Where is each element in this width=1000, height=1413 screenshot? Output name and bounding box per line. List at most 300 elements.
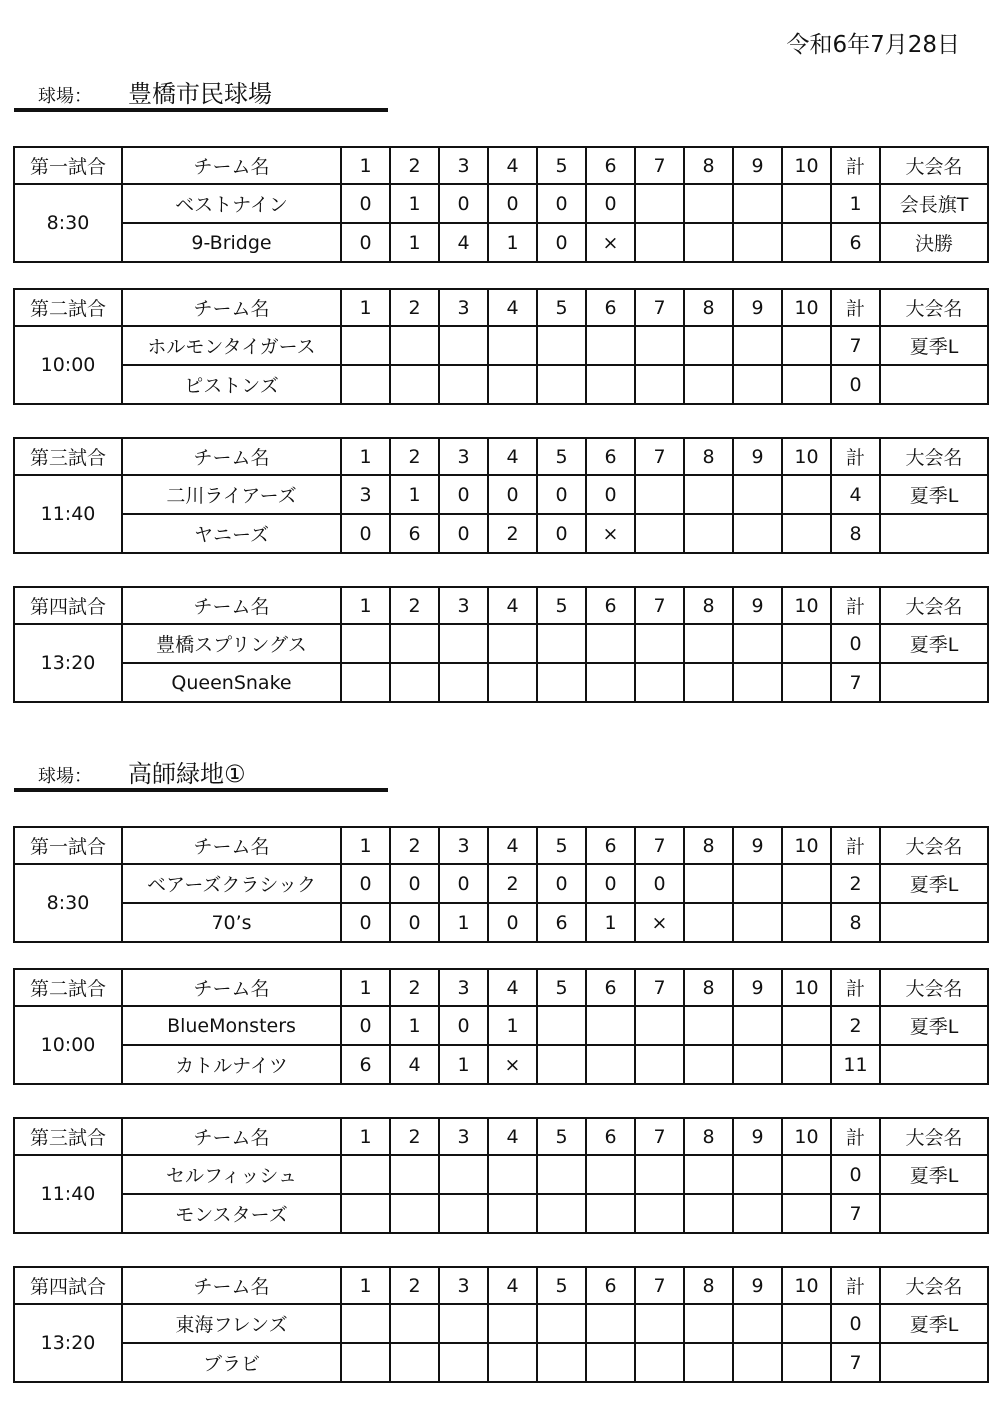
scoreboard-table xyxy=(13,146,989,263)
team-name: セルフィッシュ xyxy=(122,1155,341,1194)
inning-score xyxy=(586,326,635,365)
inning-header: 10 xyxy=(782,969,831,1006)
total-score: 0 xyxy=(831,365,880,404)
inning-score xyxy=(488,1155,537,1194)
inning-score xyxy=(782,184,831,223)
team-row xyxy=(14,326,988,365)
competition-name: 夏季L xyxy=(880,1155,988,1194)
inning-score: × xyxy=(586,223,635,262)
venue-heading xyxy=(14,754,388,792)
inning-header: 2 xyxy=(390,438,439,475)
inning-score xyxy=(733,184,782,223)
team-row xyxy=(14,475,988,514)
competition-name: 決勝 xyxy=(880,223,988,262)
team-name: QueenSnake xyxy=(122,663,341,702)
inning-score xyxy=(684,624,733,663)
total-score: 7 xyxy=(831,1194,880,1233)
inning-score xyxy=(782,1304,831,1343)
inning-score xyxy=(439,365,488,404)
inning-score xyxy=(537,326,586,365)
inning-header: 5 xyxy=(537,147,586,184)
inning-header: 4 xyxy=(488,289,537,326)
team-name: ピストンズ xyxy=(122,365,341,404)
inning-score xyxy=(782,223,831,262)
competition-name xyxy=(880,903,988,942)
scoreboard-table xyxy=(13,1266,989,1383)
inning-header: 8 xyxy=(684,827,733,864)
inning-score: 0 xyxy=(439,1006,488,1045)
inning-header: 4 xyxy=(488,1267,537,1304)
inning-header: 7 xyxy=(635,1118,684,1155)
game-number: 第三試合 xyxy=(14,438,122,475)
inning-header: 8 xyxy=(684,438,733,475)
inning-score: 6 xyxy=(341,1045,390,1084)
total-score: 7 xyxy=(831,1343,880,1382)
inning-score xyxy=(586,1045,635,1084)
inning-score xyxy=(635,326,684,365)
team-row xyxy=(14,184,988,223)
team-name: 豊橋スプリングス xyxy=(122,624,341,663)
game-number: 第四試合 xyxy=(14,1267,122,1304)
inning-score xyxy=(341,663,390,702)
inning-score xyxy=(341,1194,390,1233)
inning-score xyxy=(782,1155,831,1194)
inning-header: 7 xyxy=(635,147,684,184)
inning-header: 10 xyxy=(782,827,831,864)
inning-header: 3 xyxy=(439,289,488,326)
inning-score xyxy=(586,1155,635,1194)
inning-header: 4 xyxy=(488,969,537,1006)
team-row xyxy=(14,514,988,553)
inning-score: 0 xyxy=(488,184,537,223)
inning-header: 6 xyxy=(586,587,635,624)
inning-header: 4 xyxy=(488,587,537,624)
header-row xyxy=(14,969,988,1006)
total-score: 0 xyxy=(831,1155,880,1194)
competition-name xyxy=(880,1343,988,1382)
inning-score xyxy=(733,1006,782,1045)
inning-header: 7 xyxy=(635,969,684,1006)
inning-score xyxy=(782,1194,831,1233)
inning-score xyxy=(733,624,782,663)
inning-score xyxy=(782,864,831,903)
inning-header: 9 xyxy=(733,438,782,475)
header-row xyxy=(14,587,988,624)
venue-label: 球場： xyxy=(38,766,92,787)
inning-header: 2 xyxy=(390,969,439,1006)
team-row xyxy=(14,903,988,942)
inning-header: 7 xyxy=(635,438,684,475)
competition-name: 夏季L xyxy=(880,1304,988,1343)
inning-score xyxy=(537,365,586,404)
team-row xyxy=(14,663,988,702)
inning-score xyxy=(684,365,733,404)
inning-score: 6 xyxy=(537,903,586,942)
total-score: 8 xyxy=(831,903,880,942)
inning-header: 6 xyxy=(586,1267,635,1304)
inning-score xyxy=(684,223,733,262)
inning-score xyxy=(488,663,537,702)
inning-score: × xyxy=(635,903,684,942)
team-name: 二川ライアーズ xyxy=(122,475,341,514)
inning-score xyxy=(733,326,782,365)
inning-score: 0 xyxy=(341,864,390,903)
inning-score xyxy=(635,1343,684,1382)
inning-score xyxy=(586,1304,635,1343)
inning-score xyxy=(733,864,782,903)
inning-header: 3 xyxy=(439,827,488,864)
inning-score xyxy=(782,326,831,365)
team-header: チーム名 xyxy=(122,147,341,184)
team-name: ブラビ xyxy=(122,1343,341,1382)
total-score: 0 xyxy=(831,624,880,663)
inning-score xyxy=(782,514,831,553)
inning-header: 7 xyxy=(635,587,684,624)
inning-score xyxy=(635,624,684,663)
team-name: カトルナイツ xyxy=(122,1045,341,1084)
inning-score xyxy=(733,663,782,702)
inning-score xyxy=(537,1155,586,1194)
scoreboard-table xyxy=(13,437,989,554)
inning-score xyxy=(439,663,488,702)
inning-score xyxy=(733,1045,782,1084)
competition-name: 夏季L xyxy=(880,1006,988,1045)
inning-score: 1 xyxy=(390,475,439,514)
inning-score xyxy=(684,184,733,223)
game-time: 13:20 xyxy=(14,1304,122,1382)
inning-header: 8 xyxy=(684,969,733,1006)
inning-score: × xyxy=(488,1045,537,1084)
inning-score: 0 xyxy=(341,514,390,553)
competition-name xyxy=(880,663,988,702)
inning-score xyxy=(341,1155,390,1194)
team-name: ベストナイン xyxy=(122,184,341,223)
inning-score: 1 xyxy=(488,1006,537,1045)
inning-score: 0 xyxy=(488,475,537,514)
inning-score xyxy=(635,663,684,702)
inning-score xyxy=(537,1194,586,1233)
inning-score xyxy=(537,1343,586,1382)
inning-score: × xyxy=(586,514,635,553)
competition-header: 大会名 xyxy=(880,1118,988,1155)
inning-score xyxy=(635,1045,684,1084)
competition-name: 夏季L xyxy=(880,475,988,514)
team-header: チーム名 xyxy=(122,969,341,1006)
competition-header: 大会名 xyxy=(880,438,988,475)
game-number: 第二試合 xyxy=(14,969,122,1006)
competition-header: 大会名 xyxy=(880,827,988,864)
inning-score: 3 xyxy=(341,475,390,514)
team-header: チーム名 xyxy=(122,438,341,475)
inning-score: 0 xyxy=(439,864,488,903)
scoreboard-table xyxy=(13,968,989,1085)
inning-header: 10 xyxy=(782,1267,831,1304)
inning-header: 9 xyxy=(733,1118,782,1155)
inning-score: 0 xyxy=(586,864,635,903)
inning-header: 9 xyxy=(733,1267,782,1304)
inning-header: 3 xyxy=(439,587,488,624)
inning-score: 0 xyxy=(586,475,635,514)
game-number: 第一試合 xyxy=(14,147,122,184)
inning-score: 0 xyxy=(341,903,390,942)
inning-header: 4 xyxy=(488,147,537,184)
inning-score xyxy=(635,365,684,404)
inning-header: 5 xyxy=(537,1267,586,1304)
inning-header: 2 xyxy=(390,587,439,624)
inning-score xyxy=(586,365,635,404)
inning-score: 1 xyxy=(586,903,635,942)
team-row xyxy=(14,1155,988,1194)
inning-score: 1 xyxy=(390,184,439,223)
inning-score xyxy=(586,1343,635,1382)
inning-score xyxy=(488,1194,537,1233)
inning-header: 1 xyxy=(341,827,390,864)
total-score: 2 xyxy=(831,1006,880,1045)
inning-header: 7 xyxy=(635,289,684,326)
inning-score: 0 xyxy=(341,184,390,223)
inning-score: 2 xyxy=(488,514,537,553)
inning-header: 8 xyxy=(684,587,733,624)
inning-score xyxy=(390,1343,439,1382)
team-name: BlueMonsters xyxy=(122,1006,341,1045)
team-name: ベアーズクラシック xyxy=(122,864,341,903)
inning-header: 3 xyxy=(439,969,488,1006)
inning-score xyxy=(684,903,733,942)
inning-score xyxy=(488,1304,537,1343)
inning-header: 2 xyxy=(390,1267,439,1304)
team-name: 70’s xyxy=(122,903,341,942)
inning-score: 0 xyxy=(439,514,488,553)
inning-score xyxy=(684,663,733,702)
inning-score: 0 xyxy=(439,184,488,223)
total-score: 6 xyxy=(831,223,880,262)
inning-header: 1 xyxy=(341,587,390,624)
total-header: 計 xyxy=(831,289,880,326)
total-header: 計 xyxy=(831,147,880,184)
inning-header: 5 xyxy=(537,587,586,624)
inning-score: 4 xyxy=(439,223,488,262)
inning-score: 2 xyxy=(488,864,537,903)
inning-header: 3 xyxy=(439,438,488,475)
inning-header: 5 xyxy=(537,969,586,1006)
inning-header: 8 xyxy=(684,1118,733,1155)
inning-score: 0 xyxy=(390,903,439,942)
total-score: 8 xyxy=(831,514,880,553)
inning-score: 0 xyxy=(537,514,586,553)
inning-header: 9 xyxy=(733,969,782,1006)
venue-label: 球場： xyxy=(38,86,92,107)
inning-header: 1 xyxy=(341,147,390,184)
inning-header: 1 xyxy=(341,289,390,326)
inning-score xyxy=(733,365,782,404)
inning-score xyxy=(341,624,390,663)
document-date: 令和6年7月28日 xyxy=(786,32,960,58)
inning-score xyxy=(684,1343,733,1382)
inning-score xyxy=(635,475,684,514)
scoreboard-table xyxy=(13,826,989,943)
total-score: 4 xyxy=(831,475,880,514)
team-name: 東海フレンズ xyxy=(122,1304,341,1343)
inning-header: 4 xyxy=(488,1118,537,1155)
inning-score xyxy=(439,326,488,365)
game-time: 10:00 xyxy=(14,1006,122,1084)
team-row xyxy=(14,864,988,903)
scoreboard-table xyxy=(13,1117,989,1234)
game-number: 第一試合 xyxy=(14,827,122,864)
inning-score xyxy=(439,624,488,663)
inning-score: 4 xyxy=(390,1045,439,1084)
header-row xyxy=(14,289,988,326)
inning-score: 1 xyxy=(439,1045,488,1084)
inning-header: 9 xyxy=(733,289,782,326)
inning-score xyxy=(684,1194,733,1233)
inning-header: 9 xyxy=(733,147,782,184)
total-score: 7 xyxy=(831,663,880,702)
inning-score: 0 xyxy=(390,864,439,903)
competition-header: 大会名 xyxy=(880,289,988,326)
competition-name: 夏季L xyxy=(880,326,988,365)
competition-header: 大会名 xyxy=(880,1267,988,1304)
inning-header: 6 xyxy=(586,969,635,1006)
inning-score: 0 xyxy=(488,903,537,942)
inning-score xyxy=(586,1194,635,1233)
inning-score xyxy=(782,663,831,702)
inning-header: 9 xyxy=(733,587,782,624)
total-score: 11 xyxy=(831,1045,880,1084)
inning-score: 1 xyxy=(390,223,439,262)
inning-header: 3 xyxy=(439,147,488,184)
inning-score xyxy=(635,184,684,223)
header-row xyxy=(14,827,988,864)
inning-score xyxy=(635,514,684,553)
team-name: ヤニーズ xyxy=(122,514,341,553)
competition-name: 会長旗T xyxy=(880,184,988,223)
inning-score xyxy=(390,326,439,365)
inning-score xyxy=(684,475,733,514)
inning-header: 1 xyxy=(341,438,390,475)
inning-header: 6 xyxy=(586,438,635,475)
inning-header: 10 xyxy=(782,1118,831,1155)
inning-score xyxy=(586,663,635,702)
team-row xyxy=(14,1304,988,1343)
inning-score xyxy=(733,1304,782,1343)
inning-header: 6 xyxy=(586,827,635,864)
inning-header: 2 xyxy=(390,289,439,326)
inning-header: 1 xyxy=(341,1118,390,1155)
inning-header: 2 xyxy=(390,827,439,864)
inning-score xyxy=(390,663,439,702)
inning-score xyxy=(439,1155,488,1194)
team-row xyxy=(14,1045,988,1084)
inning-score xyxy=(439,1194,488,1233)
inning-score xyxy=(488,326,537,365)
inning-score: 0 xyxy=(439,475,488,514)
inning-score: 0 xyxy=(537,475,586,514)
team-header: チーム名 xyxy=(122,827,341,864)
header-row xyxy=(14,438,988,475)
total-score: 1 xyxy=(831,184,880,223)
team-row xyxy=(14,1194,988,1233)
game-time: 13:20 xyxy=(14,624,122,702)
game-number: 第三試合 xyxy=(14,1118,122,1155)
competition-header: 大会名 xyxy=(880,587,988,624)
inning-score xyxy=(586,1006,635,1045)
inning-score xyxy=(684,1006,733,1045)
inning-header: 3 xyxy=(439,1267,488,1304)
inning-header: 8 xyxy=(684,289,733,326)
inning-score: 0 xyxy=(537,864,586,903)
inning-score xyxy=(390,1155,439,1194)
inning-header: 3 xyxy=(439,1118,488,1155)
inning-score xyxy=(733,1155,782,1194)
team-row xyxy=(14,223,988,262)
inning-score: 0 xyxy=(341,223,390,262)
inning-header: 5 xyxy=(537,1118,586,1155)
inning-score xyxy=(488,1343,537,1382)
inning-score xyxy=(537,1045,586,1084)
competition-header: 大会名 xyxy=(880,147,988,184)
game-time: 8:30 xyxy=(14,864,122,942)
total-header: 計 xyxy=(831,587,880,624)
inning-score xyxy=(635,1006,684,1045)
inning-score xyxy=(390,1194,439,1233)
inning-score xyxy=(733,475,782,514)
team-row xyxy=(14,624,988,663)
game-number: 第四試合 xyxy=(14,587,122,624)
total-header: 計 xyxy=(831,969,880,1006)
inning-score xyxy=(488,624,537,663)
inning-score: 1 xyxy=(488,223,537,262)
inning-score: 6 xyxy=(390,514,439,553)
total-score: 7 xyxy=(831,326,880,365)
inning-header: 10 xyxy=(782,587,831,624)
venue-name: 豊橋市民球場 xyxy=(128,80,272,108)
inning-header: 7 xyxy=(635,1267,684,1304)
inning-score xyxy=(782,624,831,663)
inning-header: 6 xyxy=(586,1118,635,1155)
team-header: チーム名 xyxy=(122,289,341,326)
inning-score xyxy=(439,1304,488,1343)
inning-header: 9 xyxy=(733,827,782,864)
inning-header: 10 xyxy=(782,147,831,184)
inning-score xyxy=(684,1304,733,1343)
header-row xyxy=(14,147,988,184)
inning-score: 0 xyxy=(341,1006,390,1045)
inning-score xyxy=(782,1343,831,1382)
inning-score: 0 xyxy=(537,184,586,223)
inning-score: 0 xyxy=(586,184,635,223)
game-time: 10:00 xyxy=(14,326,122,404)
inning-score xyxy=(635,1304,684,1343)
inning-score xyxy=(684,514,733,553)
inning-score xyxy=(684,1155,733,1194)
game-time: 8:30 xyxy=(14,184,122,262)
competition-name xyxy=(880,1045,988,1084)
inning-score xyxy=(390,1304,439,1343)
team-name: モンスターズ xyxy=(122,1194,341,1233)
inning-header: 4 xyxy=(488,438,537,475)
team-row xyxy=(14,1343,988,1382)
header-row xyxy=(14,1118,988,1155)
inning-score xyxy=(733,1343,782,1382)
inning-score xyxy=(586,624,635,663)
inning-score xyxy=(341,326,390,365)
inning-header: 4 xyxy=(488,827,537,864)
venue-heading xyxy=(14,74,388,112)
inning-score xyxy=(782,1045,831,1084)
inning-score: 0 xyxy=(537,223,586,262)
competition-name: 夏季L xyxy=(880,864,988,903)
